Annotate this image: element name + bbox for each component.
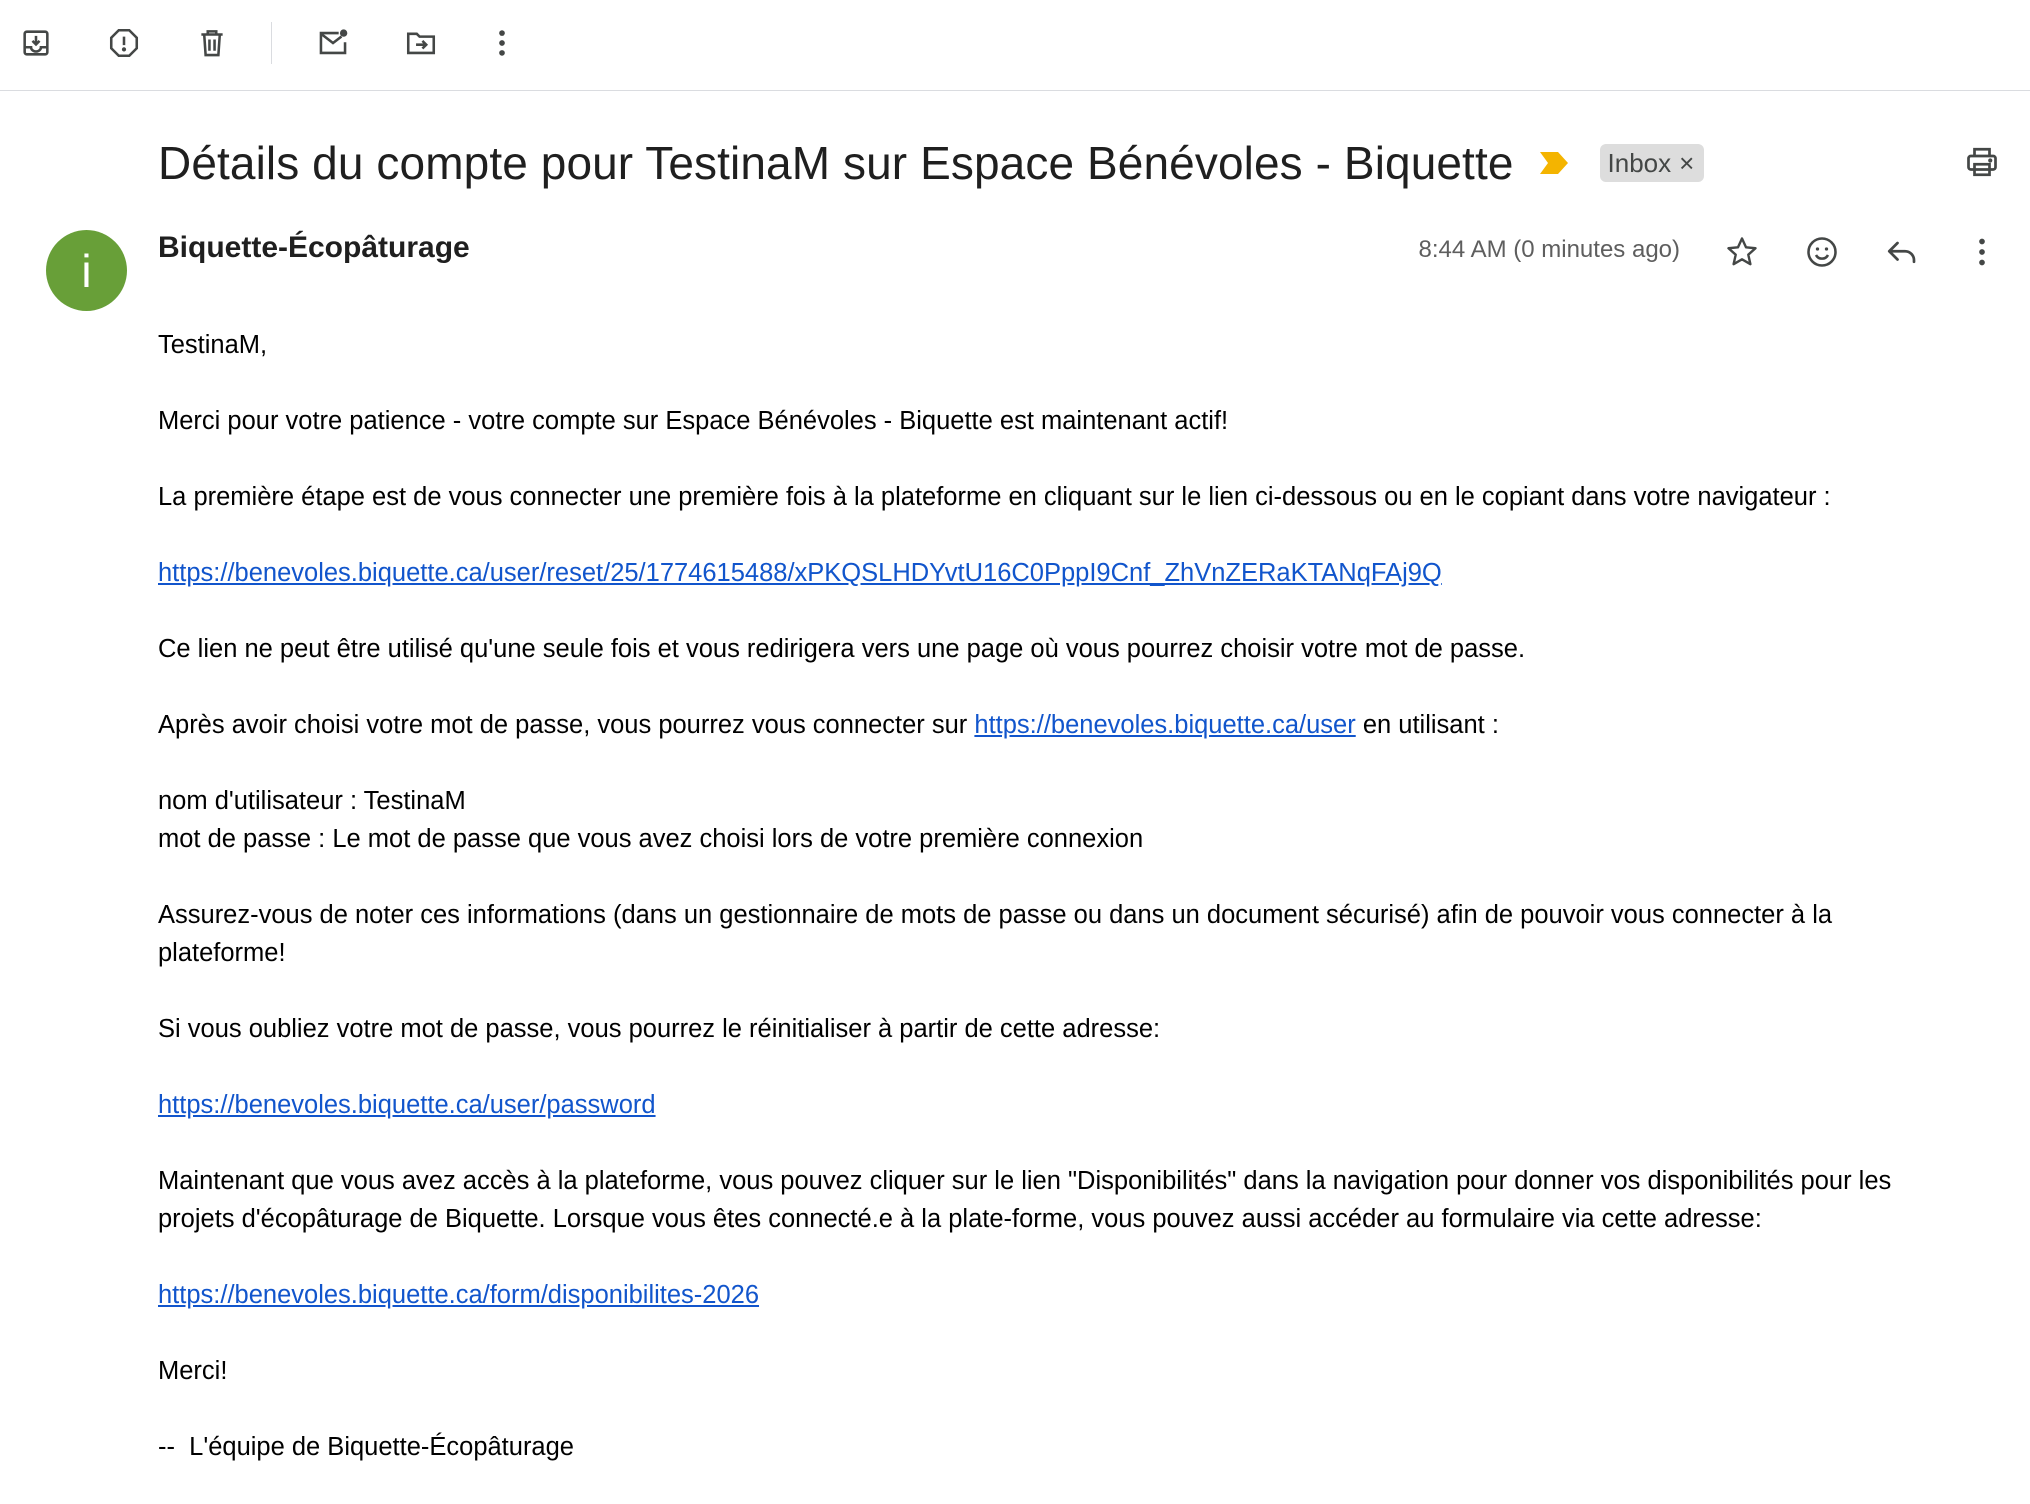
signature: -- L'équipe de Biquette-Écopâturage <box>158 1433 574 1461</box>
reply-button[interactable] <box>1874 224 1930 280</box>
move-to-icon <box>404 26 438 60</box>
toolbar <box>0 0 2030 91</box>
password-link-paragraph <box>158 1086 1958 1124</box>
importance-marker-icon[interactable] <box>1540 152 1568 174</box>
delete-icon <box>195 26 229 60</box>
label-chip-inbox <box>1600 144 1705 182</box>
username-line: nom d'utilisateur : TestinaM <box>158 787 466 815</box>
body-paragraph: Maintenant que vous avez accès à la plateforme, vous pouvez cliquer sur le lien "Disponibilités" dans la navigation pour donner vos disponibilités pour les projets d'écopâturage de Biquette. Lorsque vous êtes connecté.e à la plate-forme, vous pouvez aussi accéder au formulaire via cette adresse: <box>158 1167 1892 1233</box>
password-line: mot de passe : Le mot de passe que vous avez choisi lors de votre première connexion <box>158 825 1144 853</box>
password-reset-link[interactable]: https://benevoles.biquette.ca/user/password <box>158 1091 656 1119</box>
mark-unread-icon <box>316 26 350 60</box>
thanks-line: Merci! <box>158 1357 228 1385</box>
sender-name[interactable]: Biquette-Écopâturage <box>158 231 470 264</box>
archive-button[interactable] <box>8 15 64 71</box>
star-button[interactable] <box>1714 224 1770 280</box>
print-button[interactable] <box>1954 134 2010 190</box>
body-paragraph: La première étape est de vous connecter une première fois à la plateforme en cliquant sur le lien ci-dessous ou en le copiant dans votre navigateur : <box>158 483 1831 511</box>
remove-label-button[interactable]: × <box>1679 147 1695 178</box>
more-vert-icon <box>1964 234 2000 270</box>
more-vert-icon <box>485 26 519 60</box>
login-paragraph <box>158 706 1958 744</box>
body-paragraph: Merci pour votre patience - votre compte sur Espace Bénévoles - Biquette est maintenant actif! <box>158 407 1229 435</box>
email-subject: Détails du compte pour TestinaM sur Espace Bénévoles - Biquette <box>158 137 1514 189</box>
timestamp: 8:44 AM (0 minutes ago) <box>1418 236 1680 263</box>
report-spam-icon <box>107 26 141 60</box>
star-icon <box>1724 234 1760 270</box>
user-link[interactable]: https://benevoles.biquette.ca/user <box>974 711 1356 739</box>
label-chip-text: Inbox <box>1607 147 1672 178</box>
body-paragraph: Si vous oubliez votre mot de passe, vous pourrez le réinitialiser à partir de cette adresse: <box>158 1015 1161 1043</box>
credentials-block <box>158 782 1958 858</box>
mark-unread-button[interactable] <box>305 15 361 71</box>
reset-link-paragraph <box>158 554 1958 592</box>
emoji-reaction-button[interactable] <box>1794 224 1850 280</box>
greeting: TestinaM, <box>158 331 268 359</box>
report-spam-button[interactable] <box>96 15 152 71</box>
avatar[interactable]: i <box>46 230 127 311</box>
delete-button[interactable] <box>184 15 240 71</box>
print-icon <box>1964 144 2000 180</box>
toolbar-divider <box>271 22 272 64</box>
reply-icon <box>1884 234 1920 270</box>
more-options-button[interactable] <box>474 15 530 71</box>
emoji-icon <box>1804 234 1840 270</box>
email-body <box>158 326 1958 1504</box>
move-to-button[interactable] <box>393 15 449 71</box>
reset-link[interactable]: https://benevoles.biquette.ca/user/reset/25/1774615488/xPKQSLHDYvtU16C0PppI9Cnf_ZhVnZERaKTANqFAj9Q <box>158 559 1442 587</box>
availability-form-link[interactable]: https://benevoles.biquette.ca/form/disponibilites-2026 <box>158 1281 760 1309</box>
archive-icon <box>19 26 53 60</box>
subject-row <box>158 128 1704 198</box>
login-text-after: en utilisant : <box>1355 711 1499 739</box>
form-link-paragraph <box>158 1276 1958 1314</box>
body-paragraph: Ce lien ne peut être utilisé qu'une seule fois et vous redirigera vers une page où vous pourrez choisir votre mot de passe. <box>158 635 1526 663</box>
login-text-before: Après avoir choisi votre mot de passe, vous pourrez vous connecter sur <box>158 711 975 739</box>
message-more-button[interactable] <box>1954 224 2010 280</box>
body-paragraph: Assurez-vous de noter ces informations (dans un gestionnaire de mots de passe ou dans un document sécurisé) afin de pouvoir vous connecter à la plateforme! <box>158 901 1833 967</box>
